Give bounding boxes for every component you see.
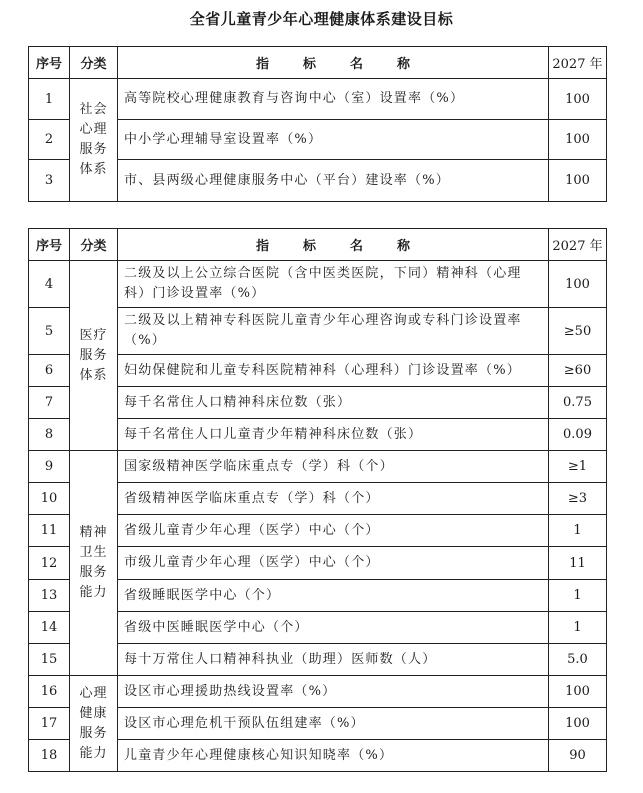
category-label: 能力	[79, 585, 108, 600]
category-label: 服务	[79, 565, 108, 580]
row-seq: 1	[29, 79, 70, 120]
row-seq: 16	[29, 676, 70, 708]
target-value: 11	[549, 547, 607, 580]
category-label: 服务	[79, 142, 108, 157]
row-seq: 4	[29, 261, 70, 308]
table-row	[29, 261, 607, 308]
table-header-row	[29, 47, 607, 79]
target-value: 1	[549, 580, 607, 612]
row-seq: 15	[29, 644, 70, 676]
header-year: 2027 年	[549, 47, 607, 79]
category-cell	[70, 676, 118, 772]
table-row	[29, 676, 607, 708]
category-label: 服务	[79, 347, 108, 363]
indicator-name: 每千名常住人口儿童青少年精神科床位数（张）	[118, 419, 549, 451]
row-seq: 9	[29, 451, 70, 483]
row-seq: 5	[29, 308, 70, 355]
category-cell	[70, 79, 118, 202]
category-label: 健康	[79, 705, 108, 721]
category-label: 卫生	[79, 545, 108, 560]
row-seq: 11	[29, 515, 70, 547]
indicator-name: 妇幼保健院和儿童专科医院精神科（心理科）门诊设置率（%）	[118, 355, 549, 387]
indicator-name: 二级及以上精神专科医院儿童青少年心理咨询或专科门诊设置率（%）	[118, 308, 549, 355]
category-label: 服务	[79, 725, 108, 741]
indicator-name: 每千名常住人口精神科床位数（张）	[118, 387, 549, 419]
indicator-name: 国家级精神医学临床重点专（学）科（个）	[118, 451, 549, 483]
target-value: 100	[549, 160, 607, 202]
category-label: 精神	[79, 525, 108, 540]
indicator-name: 高等院校心理健康教育与咨询中心（室）设置率（%）	[118, 79, 549, 120]
target-value: 1	[549, 612, 607, 644]
header-seq: 序号	[29, 229, 70, 261]
row-seq: 8	[29, 419, 70, 451]
row-seq: 12	[29, 547, 70, 580]
target-value: 100	[549, 79, 607, 120]
table-row	[29, 79, 607, 120]
indicator-name: 每十万常住人口精神科执业（助理）医师数（人）	[118, 644, 549, 676]
target-value: 90	[549, 740, 607, 772]
target-value: 100	[549, 708, 607, 740]
table-row	[29, 451, 607, 483]
row-seq: 14	[29, 612, 70, 644]
indicator-name: 市级儿童青少年心理（医学）中心（个）	[118, 547, 549, 580]
category-label: 体系	[79, 162, 108, 177]
table-header-row	[29, 229, 607, 261]
targets-table-medical	[28, 228, 607, 772]
indicator-name: 省级睡眠医学中心（个）	[118, 580, 549, 612]
category-label: 心理	[79, 685, 108, 701]
target-value: ≥3	[549, 483, 607, 515]
indicator-name: 市、县两级心理健康服务中心（平台）建设率（%）	[118, 160, 549, 202]
header-indicator: 指标名称	[118, 47, 549, 79]
target-value: 1	[549, 515, 607, 547]
indicator-name: 省级儿童青少年心理（医学）中心（个）	[118, 515, 549, 547]
indicator-name: 设区市心理危机干预队伍组建率（%）	[118, 708, 549, 740]
targets-table-social	[28, 46, 607, 202]
header-category: 分类	[70, 229, 118, 261]
row-seq: 18	[29, 740, 70, 772]
row-seq: 17	[29, 708, 70, 740]
target-value: 100	[549, 676, 607, 708]
indicator-name: 二级及以上公立综合医院（含中医类医院，下同）精神科（心理科）门诊设置率（%）	[118, 261, 549, 308]
indicator-name: 省级精神医学临床重点专（学）科（个）	[118, 483, 549, 515]
header-seq: 序号	[29, 47, 70, 79]
target-value: 100	[549, 120, 607, 160]
row-seq: 2	[29, 120, 70, 160]
category-label: 体系	[79, 367, 108, 383]
header-category: 分类	[70, 47, 118, 79]
category-label: 心理	[79, 122, 108, 137]
row-seq: 6	[29, 355, 70, 387]
header-year: 2027 年	[549, 229, 607, 261]
target-value: 0.09	[549, 419, 607, 451]
indicator-name: 省级中医睡眠医学中心（个）	[118, 612, 549, 644]
category-label: 医疗	[79, 327, 108, 343]
target-value: 100	[549, 261, 607, 308]
category-cell	[70, 451, 118, 676]
target-value: ≥1	[549, 451, 607, 483]
row-seq: 3	[29, 160, 70, 202]
header-indicator: 指标名称	[118, 229, 549, 261]
indicator-name: 儿童青少年心理健康核心知识知晓率（%）	[118, 740, 549, 772]
target-value: ≥60	[549, 355, 607, 387]
indicator-name: 设区市心理援助热线设置率（%）	[118, 676, 549, 708]
target-value: ≥50	[549, 308, 607, 355]
category-label: 社会	[79, 102, 108, 117]
row-seq: 10	[29, 483, 70, 515]
indicator-name: 中小学心理辅导室设置率（%）	[118, 120, 549, 160]
category-label: 能力	[79, 745, 108, 761]
row-seq: 13	[29, 580, 70, 612]
category-cell	[70, 261, 118, 451]
target-value: 0.75	[549, 387, 607, 419]
row-seq: 7	[29, 387, 70, 419]
document-title: 全省儿童青少年心理健康体系建设目标	[189, 10, 454, 28]
target-value: 5.0	[549, 644, 607, 676]
